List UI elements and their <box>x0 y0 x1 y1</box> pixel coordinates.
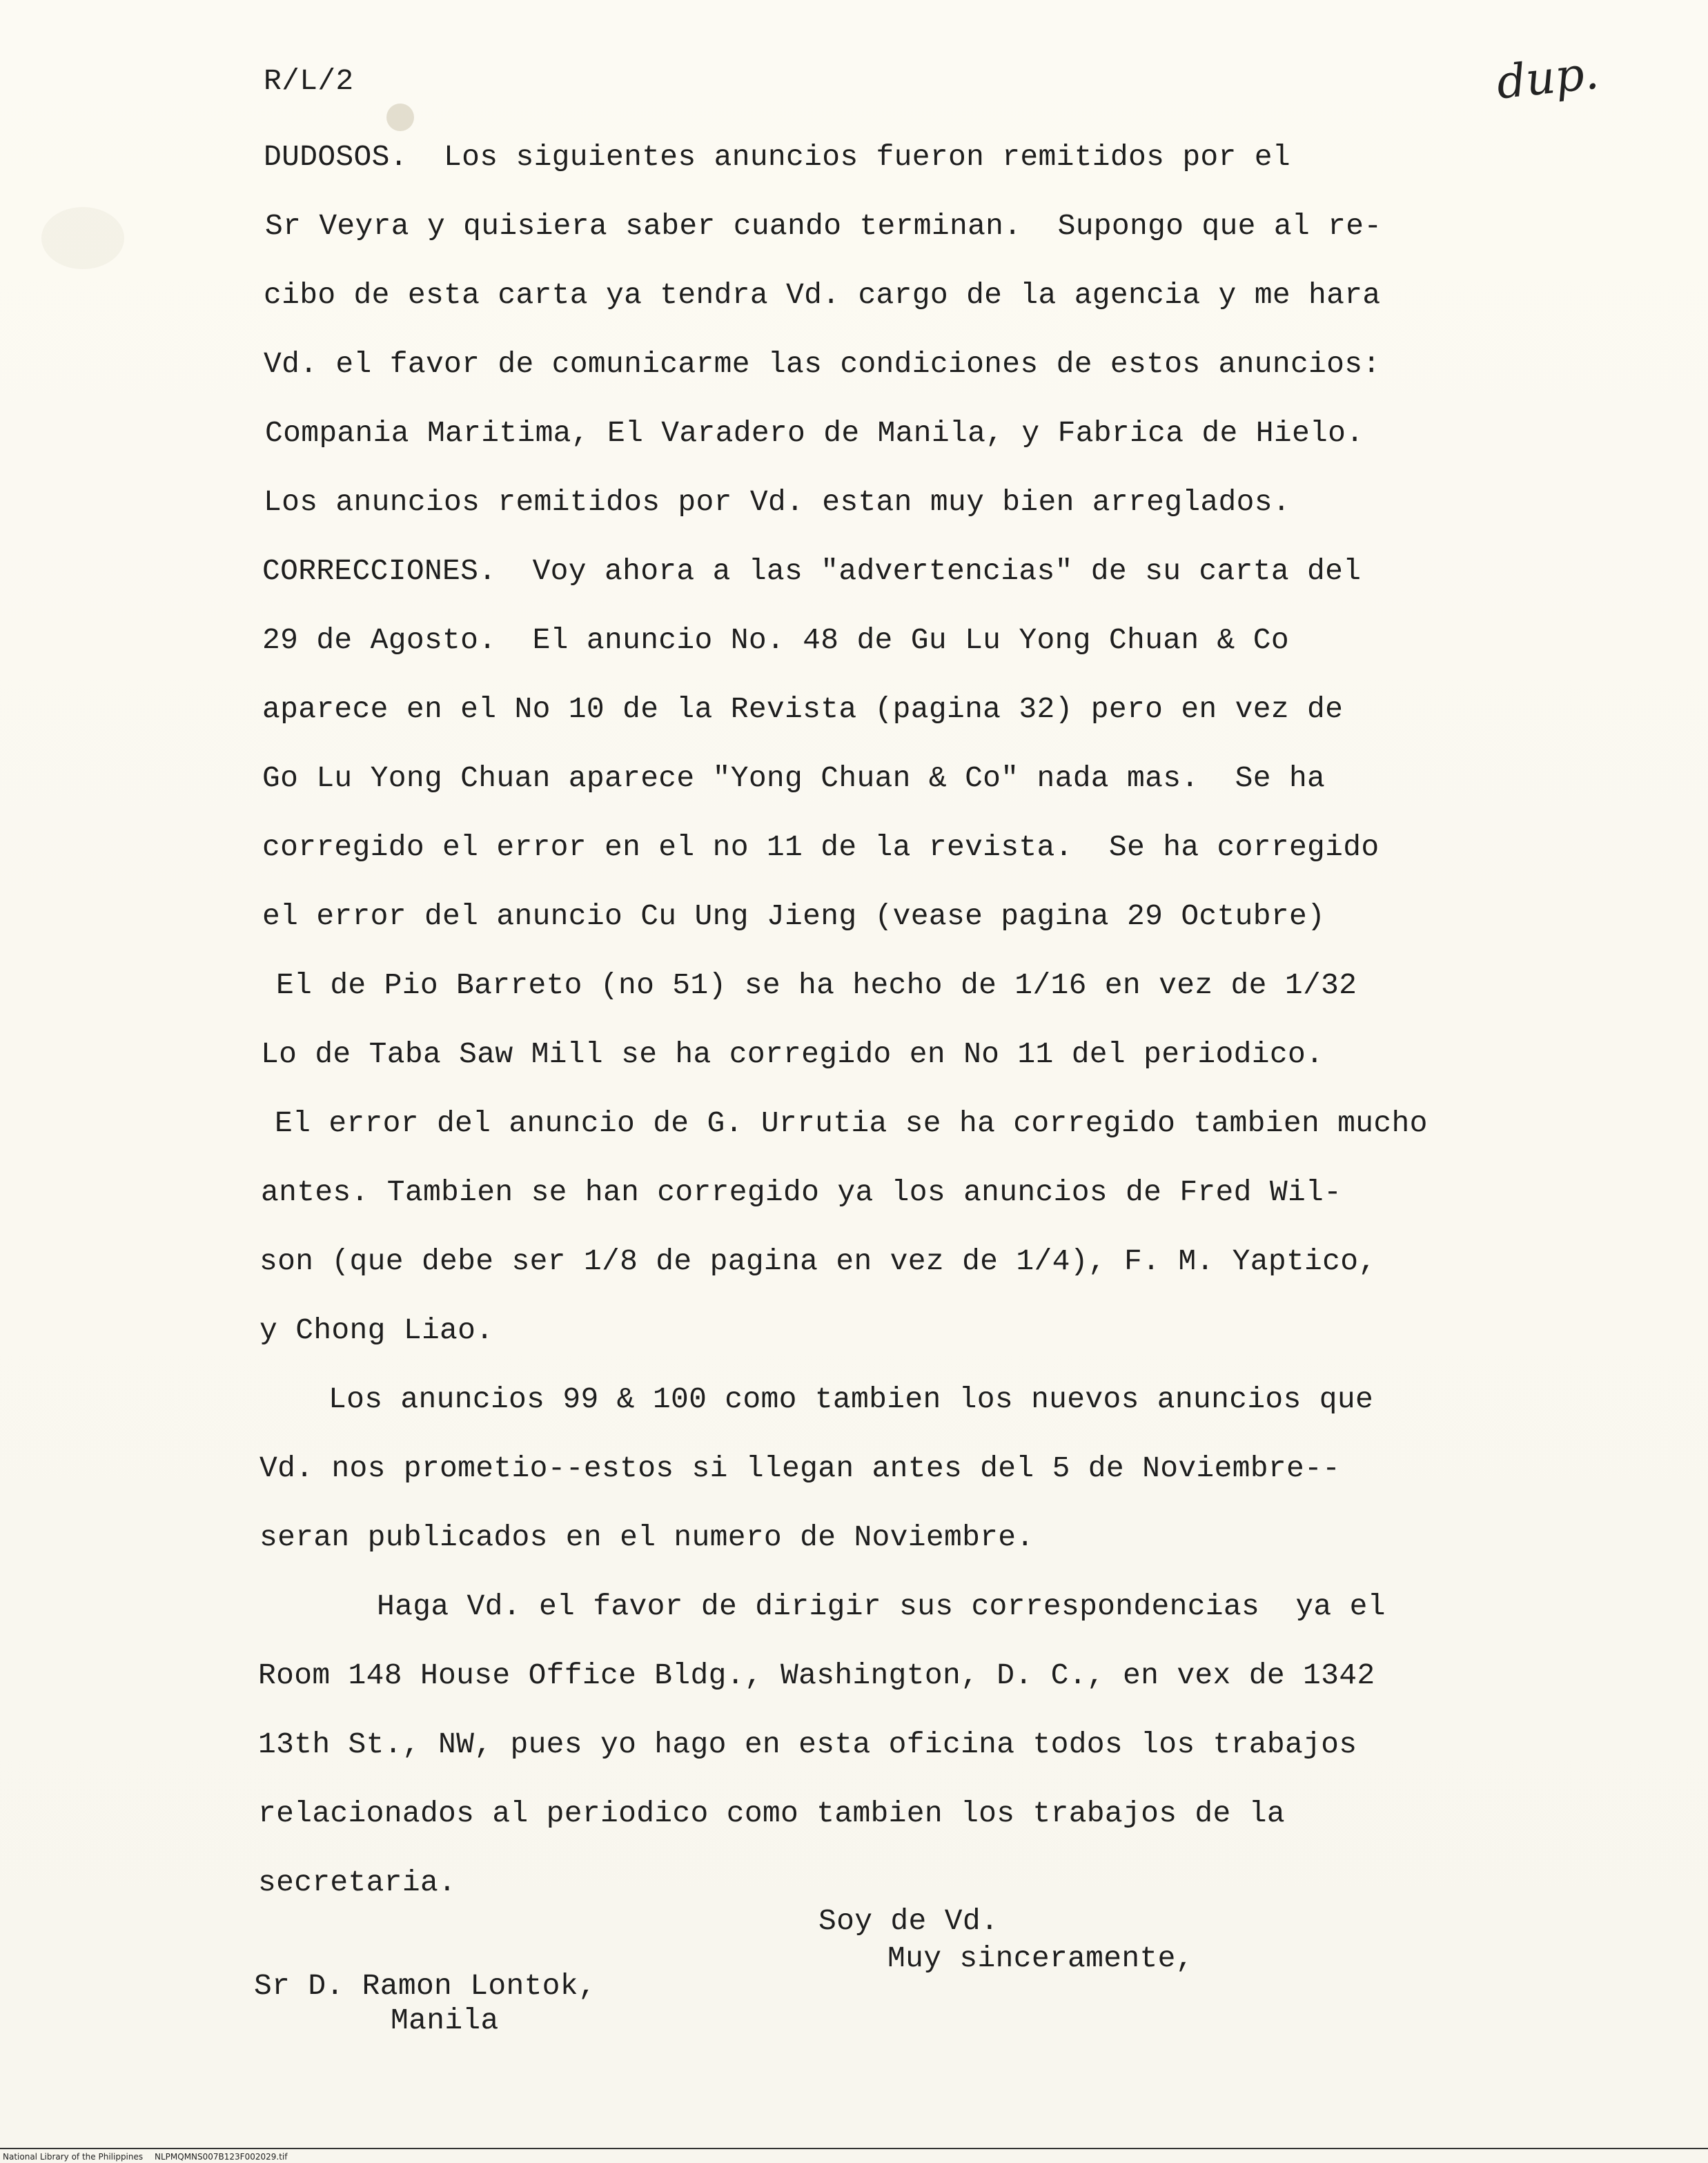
footer-filename: NLPMQMNS007B123F002029.tif <box>155 2152 288 2162</box>
addressee-name: Sr D. Ramon Lontok, <box>254 1969 596 2003</box>
body-line: aparece en el No 10 de la Revista (pagina 32) pero en vez de <box>262 692 1344 726</box>
closing-line: Soy de Vd. <box>818 1904 999 1938</box>
body-line: DUDOSOS. Los siguientes anuncios fueron remitidos por el <box>264 140 1290 174</box>
handwritten-annotation: dup. <box>1494 46 1602 110</box>
body-line: el error del anuncio Cu Ung Jieng (vease pagina 29 Octubre) <box>262 899 1326 933</box>
body-line: antes. Tambien se han corregido ya los anuncios de Fred Wil- <box>261 1175 1342 1209</box>
body-line: CORRECCIONES. Voy ahora a las "advertencias" de su carta del <box>262 554 1362 588</box>
paper-stain <box>41 207 124 269</box>
body-line: seran publicados en el numero de Noviembre. <box>259 1520 1034 1554</box>
reference-code: R/L/2 <box>264 64 354 98</box>
body-line: corregido el error en el no 11 de la revista. Se ha corregido <box>262 830 1380 864</box>
body-line: Los anuncios remitidos por Vd. estan muy bien arreglados. <box>264 485 1290 519</box>
body-line: El de Pio Barreto (no 51) se ha hecho de 1/16 en vez de 1/32 <box>276 968 1357 1002</box>
body-line: Lo de Taba Saw Mill se ha corregido en No 11 del periodico. <box>261 1037 1324 1071</box>
body-line: 29 de Agosto. El anuncio No. 48 de Gu Lu Yong Chuan & Co <box>262 623 1289 657</box>
footer-institution: National Library of the Philippines <box>3 2152 144 2162</box>
body-line: y Chong Liao. <box>259 1313 494 1347</box>
body-line: secretaria. <box>258 1866 457 1899</box>
body-line: Room 148 House Office Bldg., Washington, D. C., en vex de 1342 <box>258 1658 1375 1692</box>
body-line: son (que debe ser 1/8 de pagina en vez de 1/4), F. M. Yaptico, <box>259 1244 1377 1278</box>
body-line: Haga Vd. el favor de dirigir sus correspondencias ya el <box>377 1589 1386 1623</box>
body-line: Go Lu Yong Chuan aparece "Yong Chuan & Co" nada mas. Se ha <box>262 761 1326 795</box>
scan-border-line <box>0 2148 1708 2149</box>
body-line: Compania Maritima, El Varadero de Manila, y Fabrica de Hielo. <box>265 416 1364 450</box>
body-line: Vd. nos prometio--estos si llegan antes del 5 de Noviembre-- <box>259 1451 1341 1485</box>
closing-line: Muy sinceramente, <box>887 1941 1194 1975</box>
body-line: Los anuncios 99 & 100 como tambien los nuevos anuncios que <box>328 1382 1374 1416</box>
paper-stain <box>386 104 414 131</box>
body-line: El error del anuncio de G. Urrutia se ha corregido tambien mucho <box>275 1106 1428 1140</box>
addressee-city: Manila <box>391 2004 499 2037</box>
body-line: Vd. el favor de comunicarme las condiciones de estos anuncios: <box>264 347 1381 381</box>
body-line: Sr Veyra y quisiera saber cuando terminan. Supongo que al re- <box>265 209 1382 243</box>
body-line: relacionados al periodico como tambien los trabajos de la <box>258 1797 1285 1830</box>
body-line: 13th St., NW, pues yo hago en esta oficina todos los trabajos <box>258 1728 1357 1761</box>
body-line: cibo de esta carta ya tendra Vd. cargo de la agencia y me hara <box>264 278 1381 312</box>
